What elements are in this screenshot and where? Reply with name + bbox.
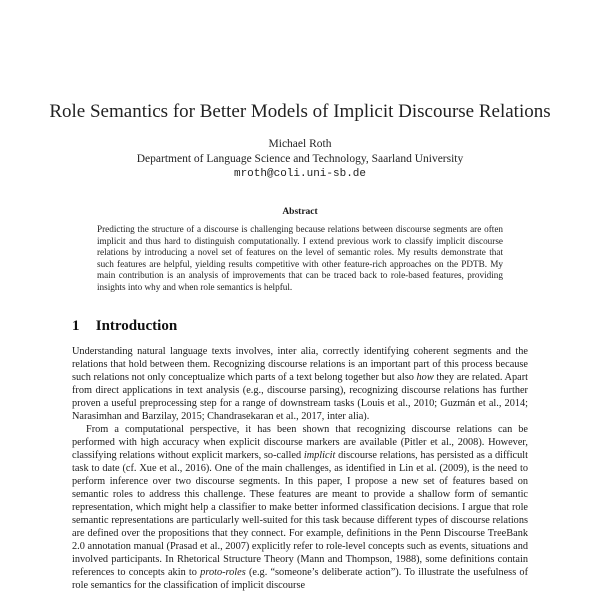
author-affiliation: Department of Language Science and Technology, Saarland University (136, 153, 464, 165)
section-body (72, 345, 528, 592)
section-title: Introduction (95, 318, 178, 334)
paragraph-text: they are related. Apart from direct applications in text analysis (e.g., discourse parsing), recognizing discourse relations has further proven a useful preprocessing step for a range of downstream tasks (Louis et al., 2010; Guzmán et al., 2014; Narasimhan and Barzilay, 2015; Chandrasekaran et al., 2017, inter alia). (72, 372, 528, 422)
abstract-text: Predicting the structure of a discourse is challenging because relations between discourse segments are often implicit and thus hard to distinguish computationally. I extend previous work to classify implicit discourse relations by introducing a novel set of features on the level of semantic roles. My results demonstrate that such features are helpful, yielding results competitive with other feature-rich approaches on the PDTB. My main contribution is an analysis of improvements that can be traced back to role-based features, providing insights into why and when role semantics is helpful. (97, 224, 503, 292)
author-name: Michael Roth (268, 138, 332, 150)
paper-title: Role Semantics for Better Models of Implicit Discourse Relations (49, 101, 551, 122)
author-email: mroth@coli.uni-sb.de (233, 168, 367, 180)
intro-paragraph-2 (72, 423, 528, 592)
section-number: 1 (72, 318, 80, 334)
emphasis-text: proto-roles (200, 567, 246, 578)
section-heading (72, 317, 177, 335)
paragraph-text: (e.g. “someone’s deliberate action”). To illustrate the usefulness of role semantics for the classification of implicit discourse (72, 567, 528, 591)
paragraph-text: discourse relations, has persisted as a difficult task to date (cf. Xue et al., 2016). One of the main challenges, as identified in Lin et al. (2009), is the need to perform inference over two discourse segments. In this paper, I propose a new set of features based on semantic roles to address this challenge. These features are meant to provide a shallow form of semantic representation, which might help a classifier to make better informed classification decisions. I argue that role semantic representations are particularly well-suited for this task because different types of discourse relations are defined over the propositions that they connect. For example, definitions in the Penn Discourse TreeBank 2.0 annotation manual (Prasad et al., 2007) explicitly refer to role-level concepts such as events, situations and involved participants. In Rhetorical Structure Theory (Mann and Thompson, 1988), some definitions contain references to concepts akin to (72, 450, 528, 578)
emphasis-text: implicit (303, 450, 336, 461)
emphasis-text: how (416, 372, 434, 383)
paragraph-text: Understanding natural language texts involves, inter alia, correctly identifying coherent segments and the relations that hold between them. Recognizing discourse relations is an important part of this process because such relations not only conceptualize which parts of a text belong together but also (72, 346, 528, 383)
intro-paragraph-1 (72, 345, 528, 423)
paragraph-text: From a computational perspective, it has been shown that recognizing discourse relations can be performed with high accuracy when explicit discourse markers are available (Pitler et al., 2008). However, classifying relations without explicit markers, so-called (72, 424, 528, 461)
abstract-heading: Abstract (282, 207, 318, 217)
